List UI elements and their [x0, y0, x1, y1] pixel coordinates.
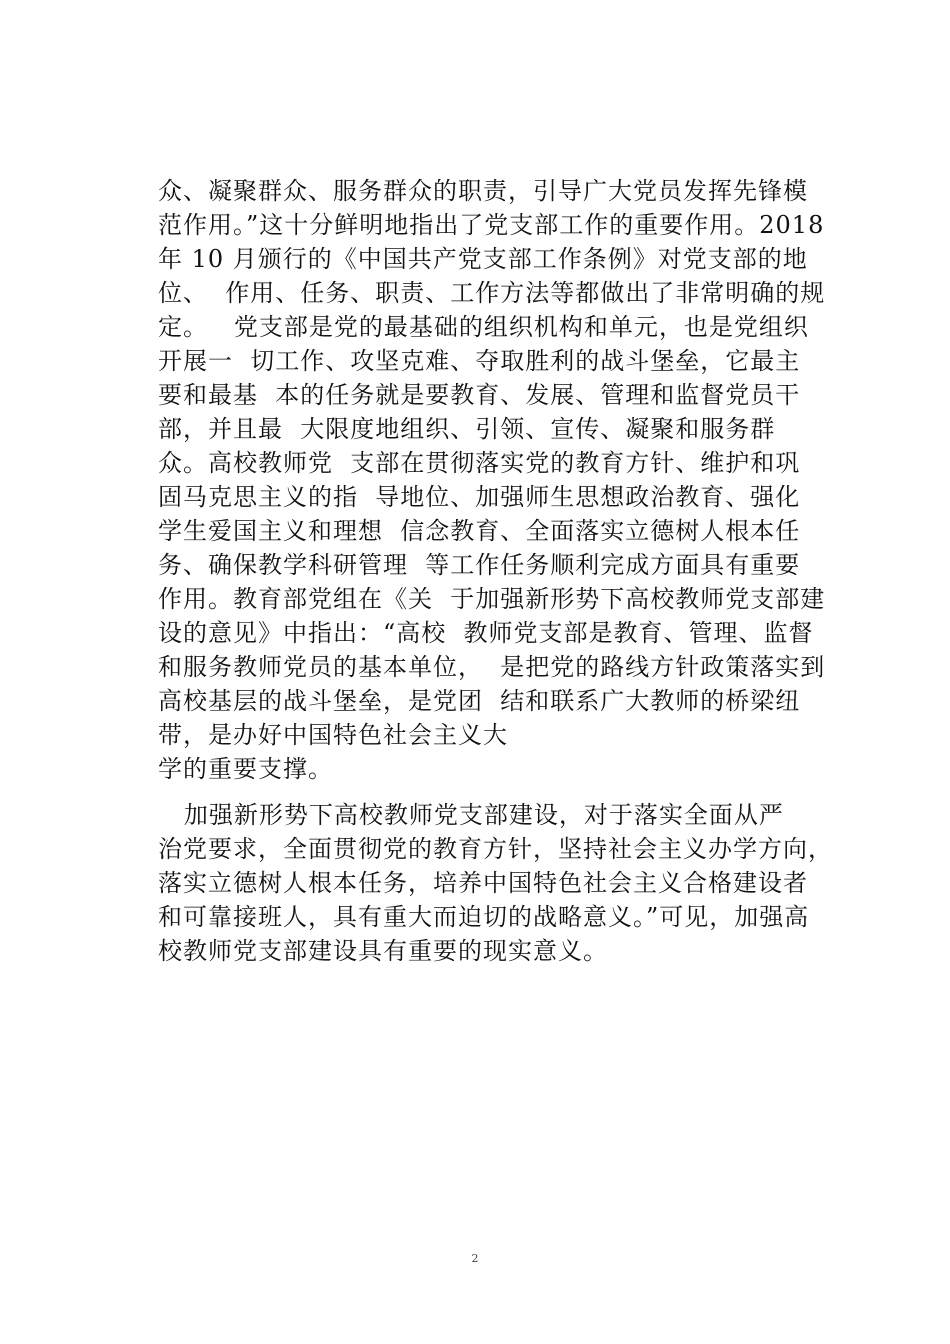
text-line: 和可靠接班人，具有重大而迫切的战略意义。”可见，加强高 — [158, 903, 810, 931]
text-line: 开展一 切工作、攻坚克难、夺取胜利的战斗堡垒，它最主 — [158, 347, 801, 375]
paragraph-spacer — [158, 786, 858, 798]
text-line: 和服务教师党员的基本单位， 是把党的路线方针政策落实到 — [158, 653, 826, 681]
text-line: 学的重要支撑。 — [158, 755, 333, 783]
page-number: 2 — [471, 1252, 479, 1265]
text-line: 年 10 月颁行的《中国共产党支部工作条例》对党支部的地 — [158, 245, 808, 273]
text-line: 务、确保教学科研管理 等工作任务顺利完成方面具有重要 — [158, 551, 801, 579]
text-line: 部，并且最 大限度地组织、引领、宣传、凝聚和服务群 — [158, 415, 776, 443]
text-line: 带，是办好中国特色社会主义大 — [158, 721, 508, 749]
text-line: 作用。教育部党组在《关 于加强新形势下高校教师党支部建 — [158, 585, 826, 613]
text-line: 位、 作用、任务、职责、工作方法等都做出了非常明确的规 — [158, 279, 826, 307]
text-line: 学生爱国主义和理想 信念教育、全面落实立德树人根本任 — [158, 517, 801, 545]
text-line: 加强新形势下高校教师党支部建设，对于落实全面从严 — [158, 801, 784, 829]
text-line: 固马克思主义的指 导地位、加强师生思想政治教育、强化 — [158, 483, 801, 511]
text-line: 众、凝聚群众、服务群众的职责，引导广大党员发挥先锋模 — [158, 177, 808, 205]
text-line: 范作用。”这十分鲜明地指出了党支部工作的重要作用。2018 — [158, 211, 825, 239]
body-text — [158, 174, 858, 968]
paragraph-1 — [158, 174, 858, 786]
text-line: 治党要求，全面贯彻党的教育方针，坚持社会主义办学方向， — [158, 835, 833, 863]
text-line: 高校基层的战斗堡垒，是党团 结和联系广大教师的桥梁纽 — [158, 687, 801, 715]
text-line: 设的意见》中指出：“高校 教师党支部是教育、管理、监督 — [158, 619, 814, 647]
paragraph-2 — [158, 798, 858, 968]
text-line: 众。高校教师党 支部在贯彻落实党的教育方针、维护和巩 — [158, 449, 801, 477]
text-line: 要和最基 本的任务就是要教育、发展、管理和监督党员干 — [158, 381, 801, 409]
text-line: 落实立德树人根本任务，培养中国特色社会主义合格建设者 — [158, 869, 808, 897]
text-line: 校教师党支部建设具有重要的现实意义。 — [158, 937, 608, 965]
text-line: 定。 党支部是党的最基础的组织机构和单元，也是党组织 — [158, 313, 809, 341]
